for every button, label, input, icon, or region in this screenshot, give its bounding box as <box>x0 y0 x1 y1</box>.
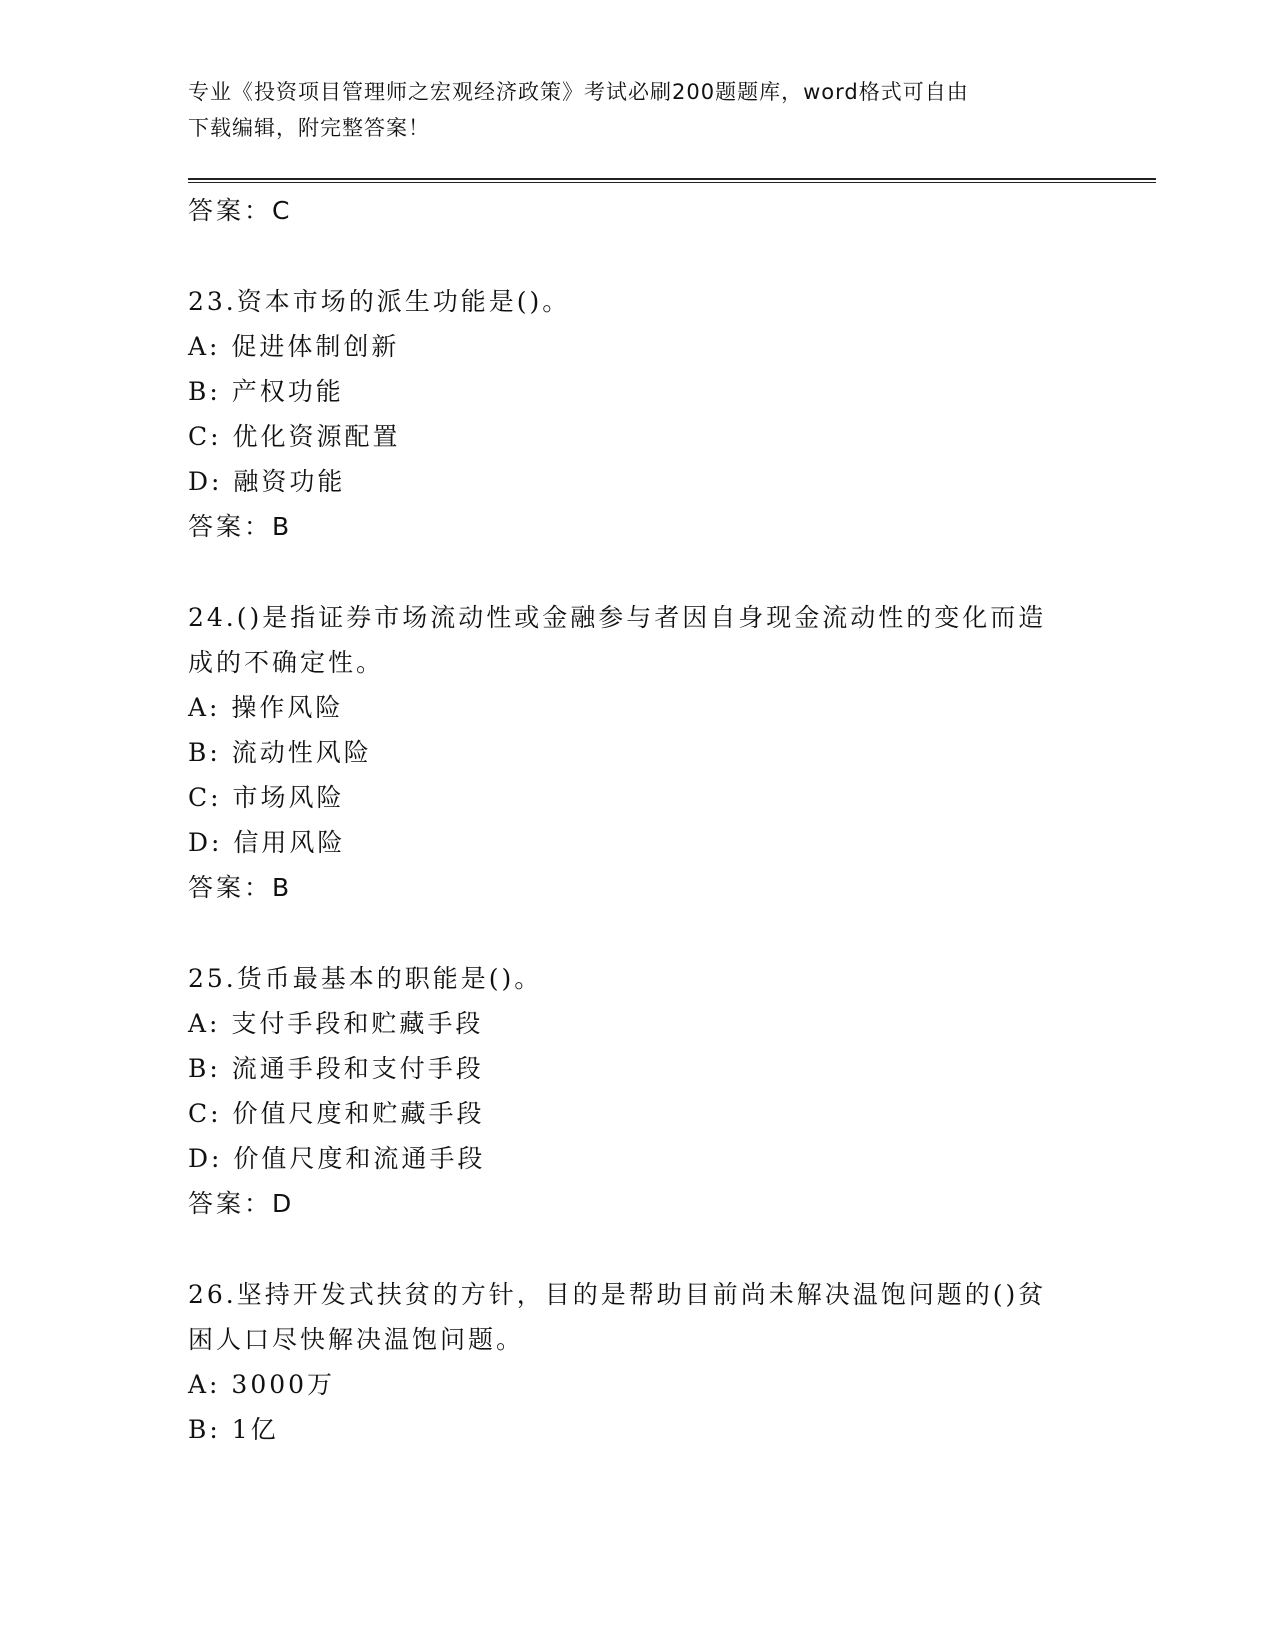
option-a: A: 促进体制创新 <box>188 332 400 361</box>
question-stem: 23.资本市场的派生功能是()。 <box>188 287 571 316</box>
option-d: D: 信用风险 <box>188 828 346 857</box>
option-a: A: 3000万 <box>188 1370 336 1399</box>
header-text-line-1: 专业《投资项目管理师之宏观经济政策》考试必刷200题题库，word格式可自由 <box>188 80 969 104</box>
question-block-23 <box>188 279 1088 550</box>
option-b: B: 产权功能 <box>188 377 344 406</box>
option-a: A: 操作风险 <box>188 693 344 722</box>
question-stem: 25.货币最基本的职能是()。 <box>188 964 543 993</box>
previous-answer: 答案：C <box>188 196 293 225</box>
question-block-24 <box>188 595 1088 911</box>
spacer <box>188 1227 1088 1272</box>
option-a: A: 支付手段和贮藏手段 <box>188 1009 484 1038</box>
question-stem-line-1: 24.()是指证券市场流动性或金融参与者因自身现金流动性的变化而造 <box>188 603 1047 632</box>
spacer <box>188 550 1088 595</box>
option-b: B: 流动性风险 <box>188 738 372 767</box>
option-c: C: 价值尺度和贮藏手段 <box>188 1099 485 1128</box>
answer-line: 答案：B <box>188 512 293 541</box>
question-stem-line-2: 成的不确定性。 <box>188 648 385 677</box>
option-b: B: 1亿 <box>188 1415 279 1444</box>
option-d: D: 价值尺度和流通手段 <box>188 1144 486 1173</box>
option-d: D: 融资功能 <box>188 467 346 496</box>
option-b: B: 流通手段和支付手段 <box>188 1054 484 1083</box>
question-block-25 <box>188 956 1088 1227</box>
page-header <box>188 74 1088 146</box>
answer-line: 答案：B <box>188 873 293 902</box>
header-divider <box>188 178 1156 183</box>
question-block-26 <box>188 1272 1088 1452</box>
spacer <box>188 911 1088 956</box>
question-stem-line-2: 困人口尽快解决温饱问题。 <box>188 1325 525 1354</box>
header-text-line-2: 下载编辑，附完整答案！ <box>188 116 430 140</box>
option-c: C: 优化资源配置 <box>188 422 401 451</box>
answer-line: 答案：D <box>188 1189 295 1218</box>
spacer <box>188 234 1088 279</box>
question-list <box>188 188 1088 1452</box>
question-stem-line-1: 26.坚持开发式扶贫的方针，目的是帮助目前尚未解决温饱问题的()贫 <box>188 1280 1047 1309</box>
option-c: C: 市场风险 <box>188 783 345 812</box>
